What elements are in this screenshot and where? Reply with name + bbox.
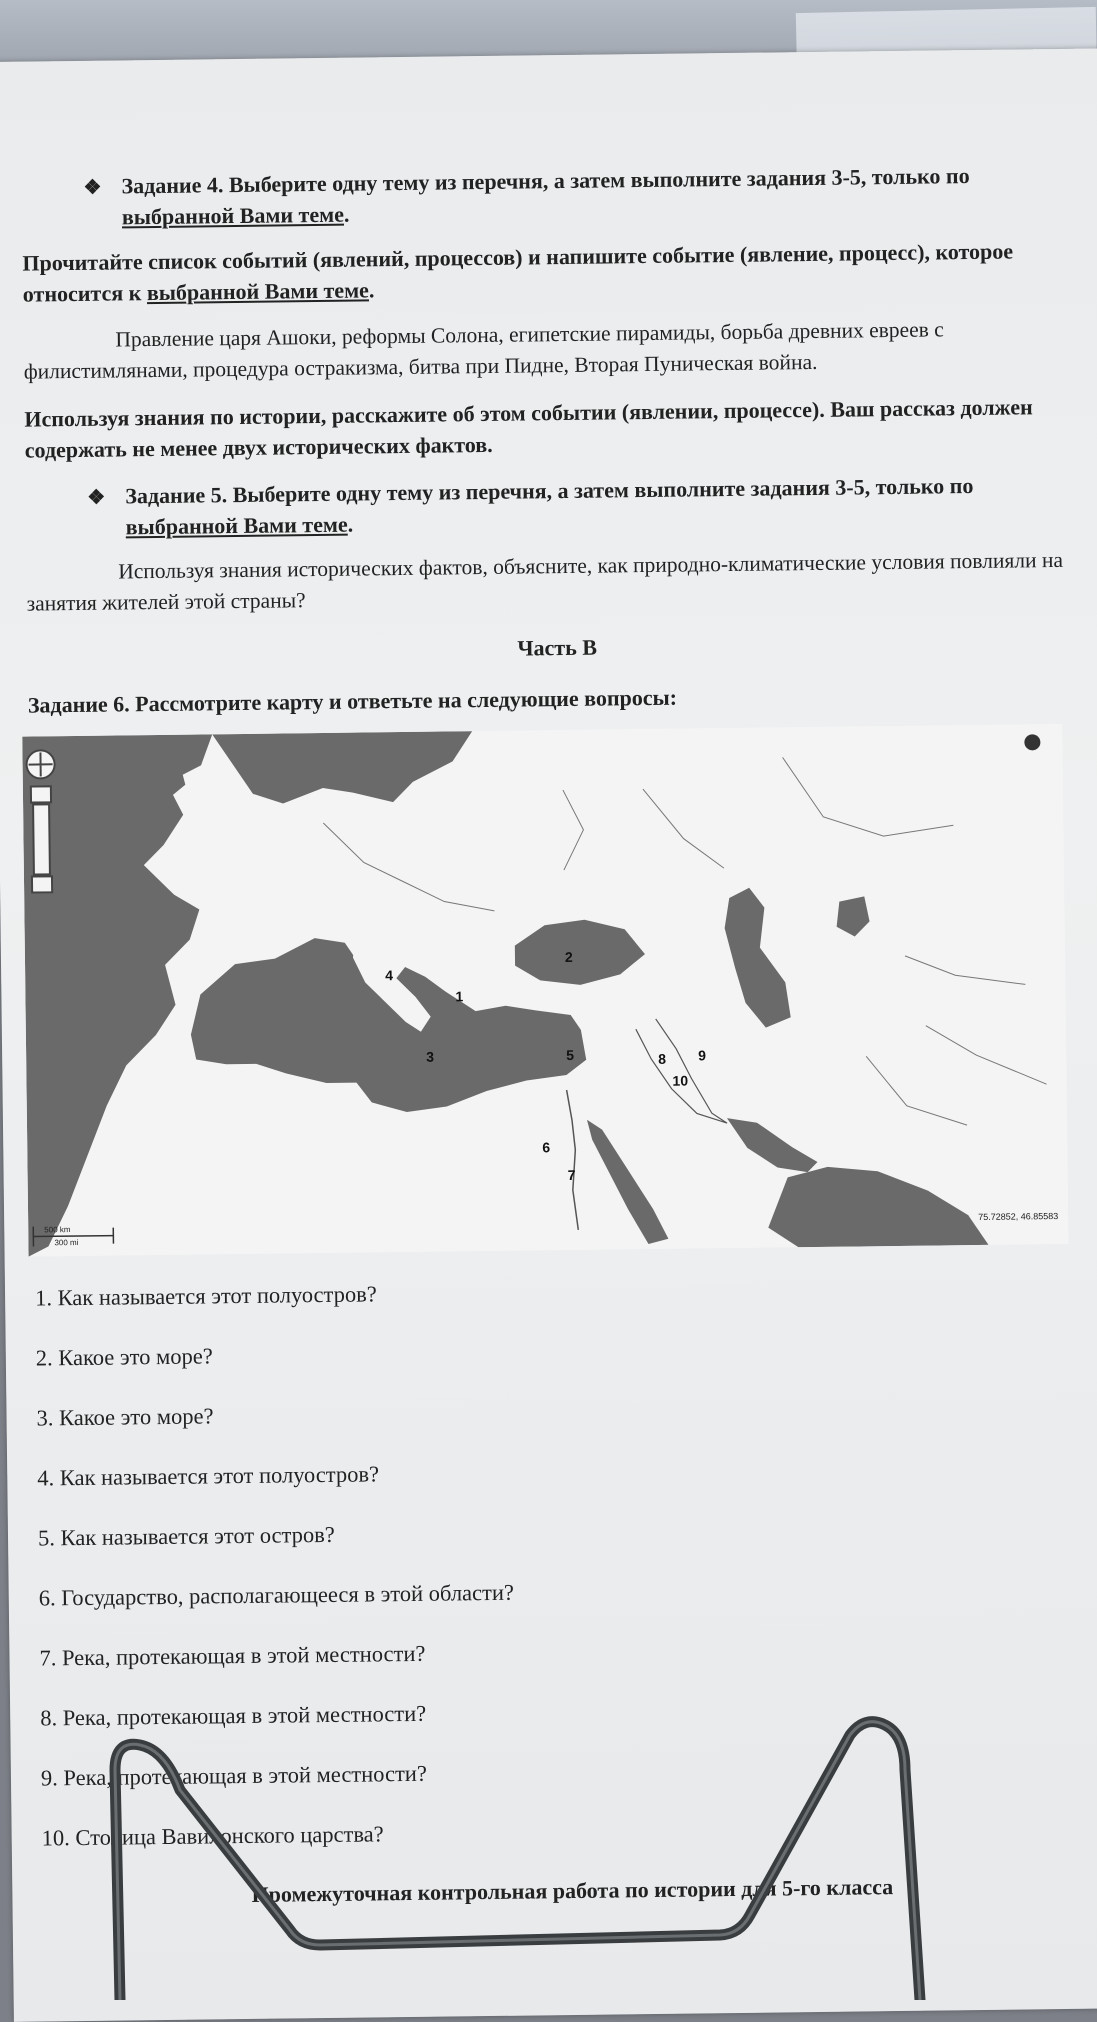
zoom-out-icon[interactable] bbox=[32, 876, 52, 892]
map bbox=[22, 724, 1068, 1257]
task4-heading bbox=[21, 159, 1082, 234]
page-content bbox=[21, 159, 1097, 1911]
map-label-5: 5 bbox=[566, 1047, 574, 1063]
task5-text: Используя знания исторических фактов, объясните, как природно-климатические условия повлияли на занятия жителей этой страны? bbox=[26, 545, 1087, 620]
zoom-slider[interactable] bbox=[33, 804, 50, 874]
question-6: 6. Государство, располагающееся в этой области? bbox=[39, 1572, 1097, 1613]
footer-title: Промежуточная контрольная работа по истории для 5-го класса bbox=[42, 1872, 1097, 1911]
scale-mi: 300 mi bbox=[54, 1238, 78, 1247]
question-5: 5. Как называется этот остров? bbox=[38, 1512, 1097, 1553]
question-3: 3. Какое это море? bbox=[36, 1392, 1096, 1433]
question-7: 7. Река, протекающая в этой местности? bbox=[39, 1632, 1097, 1673]
question-1: 1. Как называется этот полуостров? bbox=[35, 1272, 1095, 1313]
task4-heading-underlined: выбранной Вами теме bbox=[122, 202, 344, 230]
map-label-6: 6 bbox=[542, 1139, 550, 1155]
map-land bbox=[22, 724, 1068, 1257]
question-4: 4. Как называется этот полуостров? bbox=[37, 1452, 1097, 1493]
task4-instruction-text: Прочитайте список событий (явлений, процессов) и напишите событие (явление, процесс), которое относится к bbox=[22, 239, 1013, 307]
task5-heading bbox=[25, 469, 1086, 544]
task4-heading-end: . bbox=[344, 202, 350, 227]
map-label-9: 9 bbox=[698, 1047, 706, 1063]
question-2: 2. Какое это море? bbox=[36, 1332, 1096, 1373]
diamond-bullet-icon: ❖ bbox=[83, 173, 101, 204]
task4-instruction-2: Используя знания по истории, расскажите об этом событии (явлении, процессе). Ваш рассказ должен содержать не менее двух исторических фактов. bbox=[24, 391, 1085, 466]
task4-instruction-underlined: выбранной Вами теме bbox=[147, 277, 369, 305]
question-list bbox=[35, 1272, 1097, 1853]
paper-sheet bbox=[0, 48, 1097, 2022]
task5-heading-end: . bbox=[348, 512, 354, 537]
map-label-2: 2 bbox=[565, 949, 573, 965]
map-label-8: 8 bbox=[658, 1051, 666, 1067]
task4-instruction bbox=[22, 235, 1083, 310]
map-label-3: 3 bbox=[426, 1049, 434, 1065]
question-10: 10. Столица Вавилонского царства? bbox=[42, 1812, 1097, 1853]
part-b-title: Часть В bbox=[27, 629, 1087, 668]
map-coordinates: 75.72852, 46.85583 bbox=[978, 1211, 1058, 1222]
zoom-in-icon[interactable] bbox=[31, 786, 51, 802]
task4-instruction-end: . bbox=[369, 277, 375, 302]
map-label-4: 4 bbox=[385, 967, 393, 983]
task6-title: Задание 6. Рассмотрите карту и ответьте на следующие вопросы: bbox=[28, 677, 1088, 721]
map-svg bbox=[22, 724, 1068, 1257]
scale-km: 500 km bbox=[44, 1225, 71, 1234]
task5-heading-text: Задание 5. Выберите одну тему из перечня, а затем выполните задания 3-5, только по bbox=[125, 473, 973, 508]
task5-heading-underlined: выбранной Вами теме bbox=[126, 512, 348, 540]
map-label-1: 1 bbox=[455, 988, 463, 1004]
question-8: 8. Река, протекающая в этой местности? bbox=[40, 1692, 1097, 1733]
question-9: 9. Река, протекающая в этой местности? bbox=[41, 1752, 1097, 1793]
diamond-bullet-icon: ❖ bbox=[87, 483, 105, 514]
map-label-10: 10 bbox=[672, 1073, 688, 1089]
map-label-7: 7 bbox=[568, 1167, 576, 1183]
task4-event-list: Правление царя Ашоки, реформы Солона, египетские пирамиды, борьба древних евреев с филистимлянами, процедура остракизма, битва при Пидне, Вторая Пуническая война. bbox=[23, 313, 1084, 388]
task4-heading-text: Задание 4. Выберите одну тему из перечня, а затем выполните задания 3-5, только по bbox=[121, 163, 969, 198]
